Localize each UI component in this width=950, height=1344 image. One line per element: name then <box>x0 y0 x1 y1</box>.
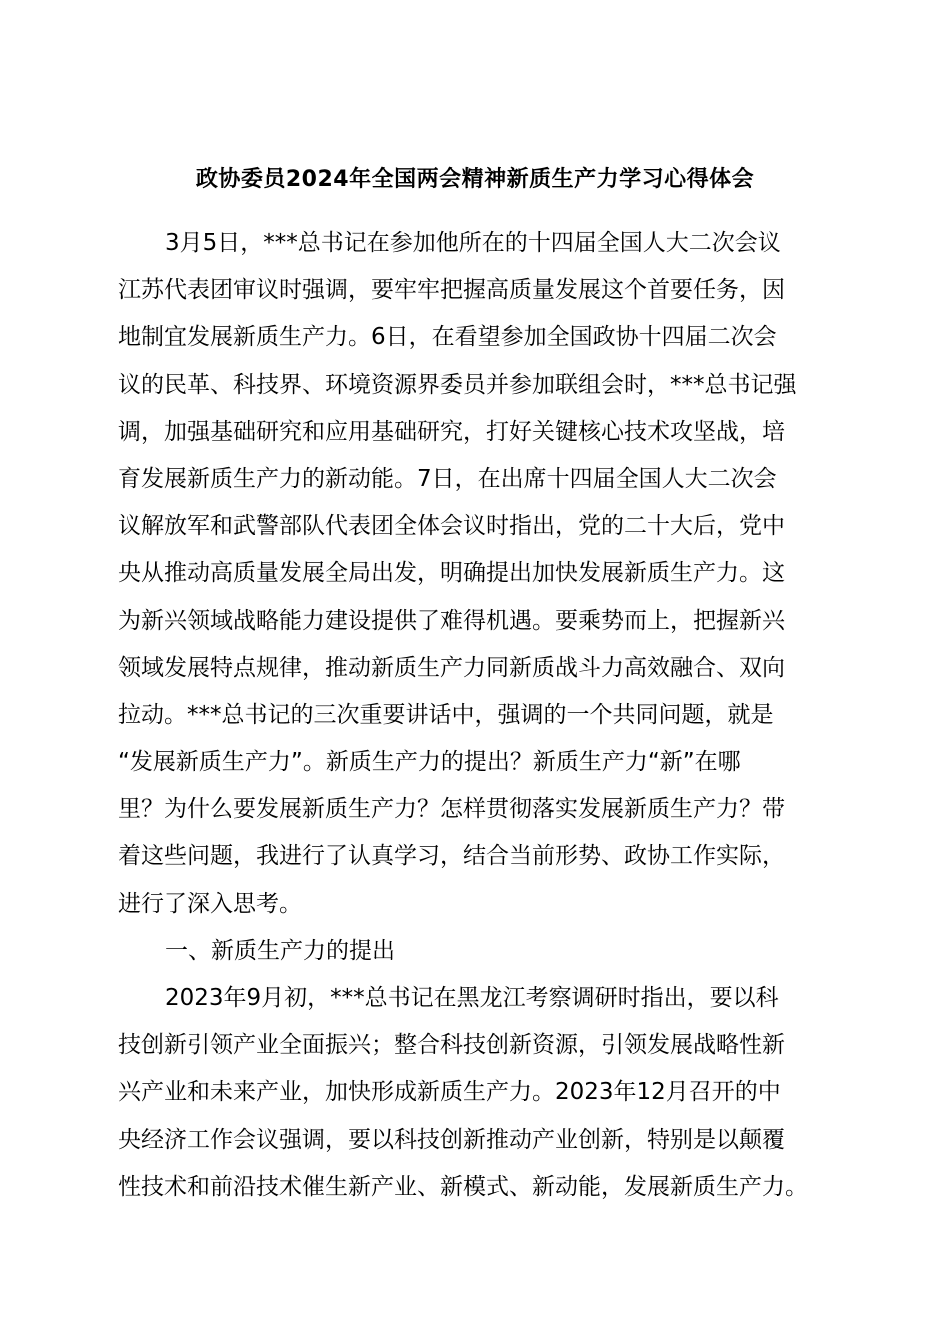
paragraph-line: 技创新引领产业全面振兴；整合科技创新资源，引领发展战略性新 <box>118 1032 785 1059</box>
document-body <box>118 220 830 1211</box>
paragraph-line: 进行了深入思考。 <box>118 890 302 917</box>
paragraph-line: 央经济工作会议强调，要以科技创新推动产业创新，特别是以颠覆 <box>118 1126 785 1153</box>
paragraph-line: 育发展新质生产力的新动能。7日，在出席十四届全国人大二次会 <box>118 465 777 492</box>
paragraph-line: 兴产业和未来产业，加快形成新质生产力。2023年12月召开的中 <box>118 1079 781 1106</box>
paragraph-line: 里？为什么要发展新质生产力？怎样贯彻落实发展新质生产力？带 <box>118 796 785 823</box>
paragraph-line: 议解放军和武警部队代表团全体会议时指出，党的二十大后，党中 <box>118 513 785 540</box>
section-heading: 一、新质生产力的提出 <box>165 937 395 964</box>
paragraph-line: “发展新质生产力”。新质生产力的提出？新质生产力“新”在哪 <box>118 749 741 776</box>
paragraph-line: 议的民革、科技界、环境资源界委员并参加联组会时，***总书记强 <box>118 371 797 398</box>
paragraph-line: 为新兴领域战略能力建设提供了难得机遇。要乘势而上，把握新兴 <box>118 607 785 634</box>
document-title: 政协委员2024年全国两会精神新质生产力学习心得体会 <box>195 167 755 192</box>
paragraph-line: 领域发展特点规律，推动新质生产力同新质战斗力高效融合、双向 <box>118 654 785 681</box>
paragraph-line: 央从推动高质量发展全局出发，明确提出加快发展新质生产力。这 <box>118 560 785 587</box>
paragraph-line: 拉动。***总书记的三次重要讲话中，强调的一个共同问题，就是 <box>118 701 774 728</box>
paragraph-line: 着这些问题，我进行了认真学习，结合当前形势、政协工作实际， <box>118 843 785 870</box>
paragraph-line: 江苏代表团审议时强调，要牢牢把握高质量发展这个首要任务，因 <box>118 277 785 304</box>
paragraph-line: 调，加强基础研究和应用基础研究，打好关键核心技术攻坚战，培 <box>118 418 785 445</box>
paragraph-line: 3月5日，***总书记在参加他所在的十四届全国人大二次会议 <box>165 230 781 256</box>
paragraph-line: 2023年9月初，***总书记在黑龙江考察调研时指出，要以科 <box>165 985 779 1011</box>
paragraph-line: 地制宜发展新质生产力。6日，在看望参加全国政协十四届二次会 <box>118 324 777 351</box>
paragraph-line: 性技术和前沿技术催生新产业、新模式、新动能，发展新质生产力。 <box>118 1173 808 1200</box>
